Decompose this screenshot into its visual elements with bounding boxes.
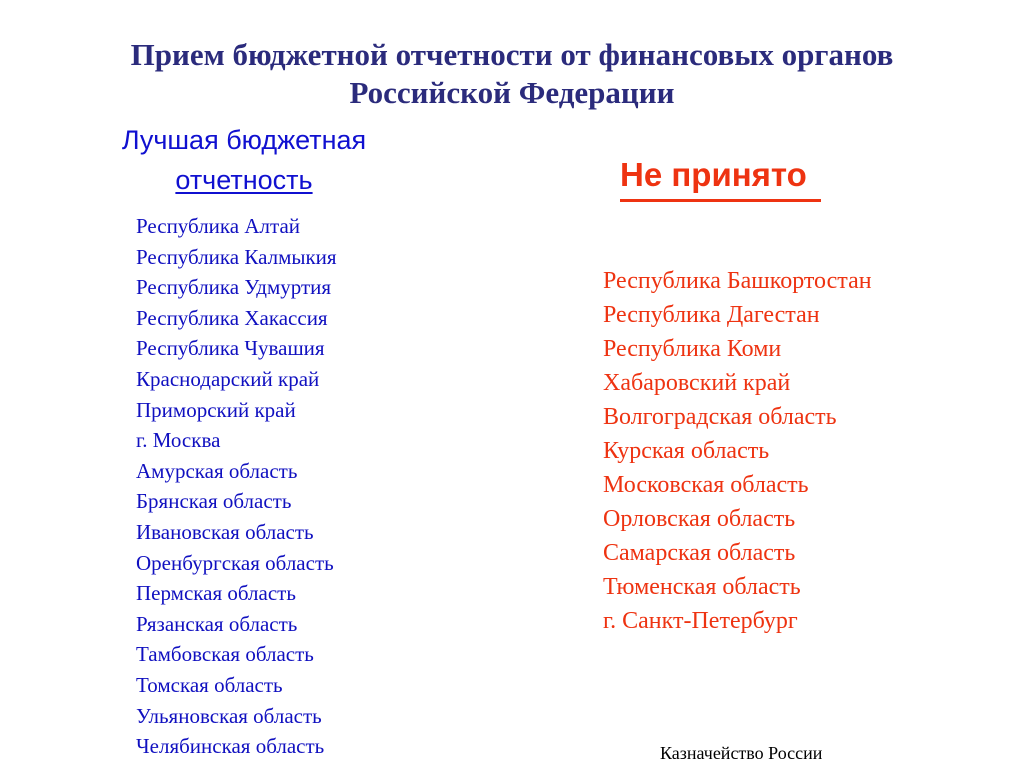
list-item: Амурская область xyxy=(136,458,298,483)
list-item: Хабаровский край xyxy=(603,370,791,396)
not-accepted-heading-text: Не принято xyxy=(620,153,821,202)
not-accepted-heading xyxy=(620,153,821,202)
best-reporting-heading-line-1: Лучшая бюджетная xyxy=(121,125,367,155)
list-item: Челябинская область xyxy=(136,734,325,759)
list-item: Приморский край xyxy=(136,397,296,422)
list-item: Ульяновская область xyxy=(136,703,322,728)
best-reporting-list xyxy=(136,211,337,762)
page-title-line-1: Прием бюджетной отчетности от финансовых органов xyxy=(130,37,894,72)
list-item: Республика Алтай xyxy=(136,214,301,238)
list-item: Республика Хакассия xyxy=(136,305,328,330)
not-accepted-list xyxy=(603,264,872,638)
list-item: Республика Коми xyxy=(603,336,782,362)
page-title xyxy=(0,36,1024,112)
list-item: Республика Чувашия xyxy=(136,336,325,361)
list-item: Республика Калмыкия xyxy=(136,244,337,269)
list-item: Брянская область xyxy=(136,489,292,514)
list-item: г. Москва xyxy=(136,428,221,453)
page-title-line-2: Российской Федерации xyxy=(349,75,675,110)
best-reporting-heading xyxy=(64,120,424,200)
list-item: Тюменская область xyxy=(603,574,801,600)
list-item: Ивановская область xyxy=(136,519,314,544)
list-item: Тамбовская область xyxy=(136,642,314,667)
list-item: Курская область xyxy=(603,438,770,464)
list-item: Республика Удмуртия xyxy=(136,275,332,300)
list-item: Московская область xyxy=(603,472,809,498)
list-item: Пермская область xyxy=(136,581,296,606)
list-item: Краснодарский край xyxy=(136,366,320,391)
list-item: Республика Дагестан xyxy=(603,302,820,328)
list-item: Республика Башкортостан xyxy=(603,268,872,294)
list-item: Орловская область xyxy=(603,506,796,532)
best-reporting-heading-line-2: отчетность xyxy=(175,165,313,195)
list-item: Томская область xyxy=(136,672,283,697)
footer-organization: Казначейство России xyxy=(660,743,823,763)
list-item: г. Санкт-Петербург xyxy=(603,608,798,634)
list-item: Рязанская область xyxy=(136,611,298,636)
list-item: Оренбургская область xyxy=(136,550,334,575)
list-item: Самарская область xyxy=(603,540,796,566)
list-item: Волгоградская область xyxy=(603,404,837,430)
